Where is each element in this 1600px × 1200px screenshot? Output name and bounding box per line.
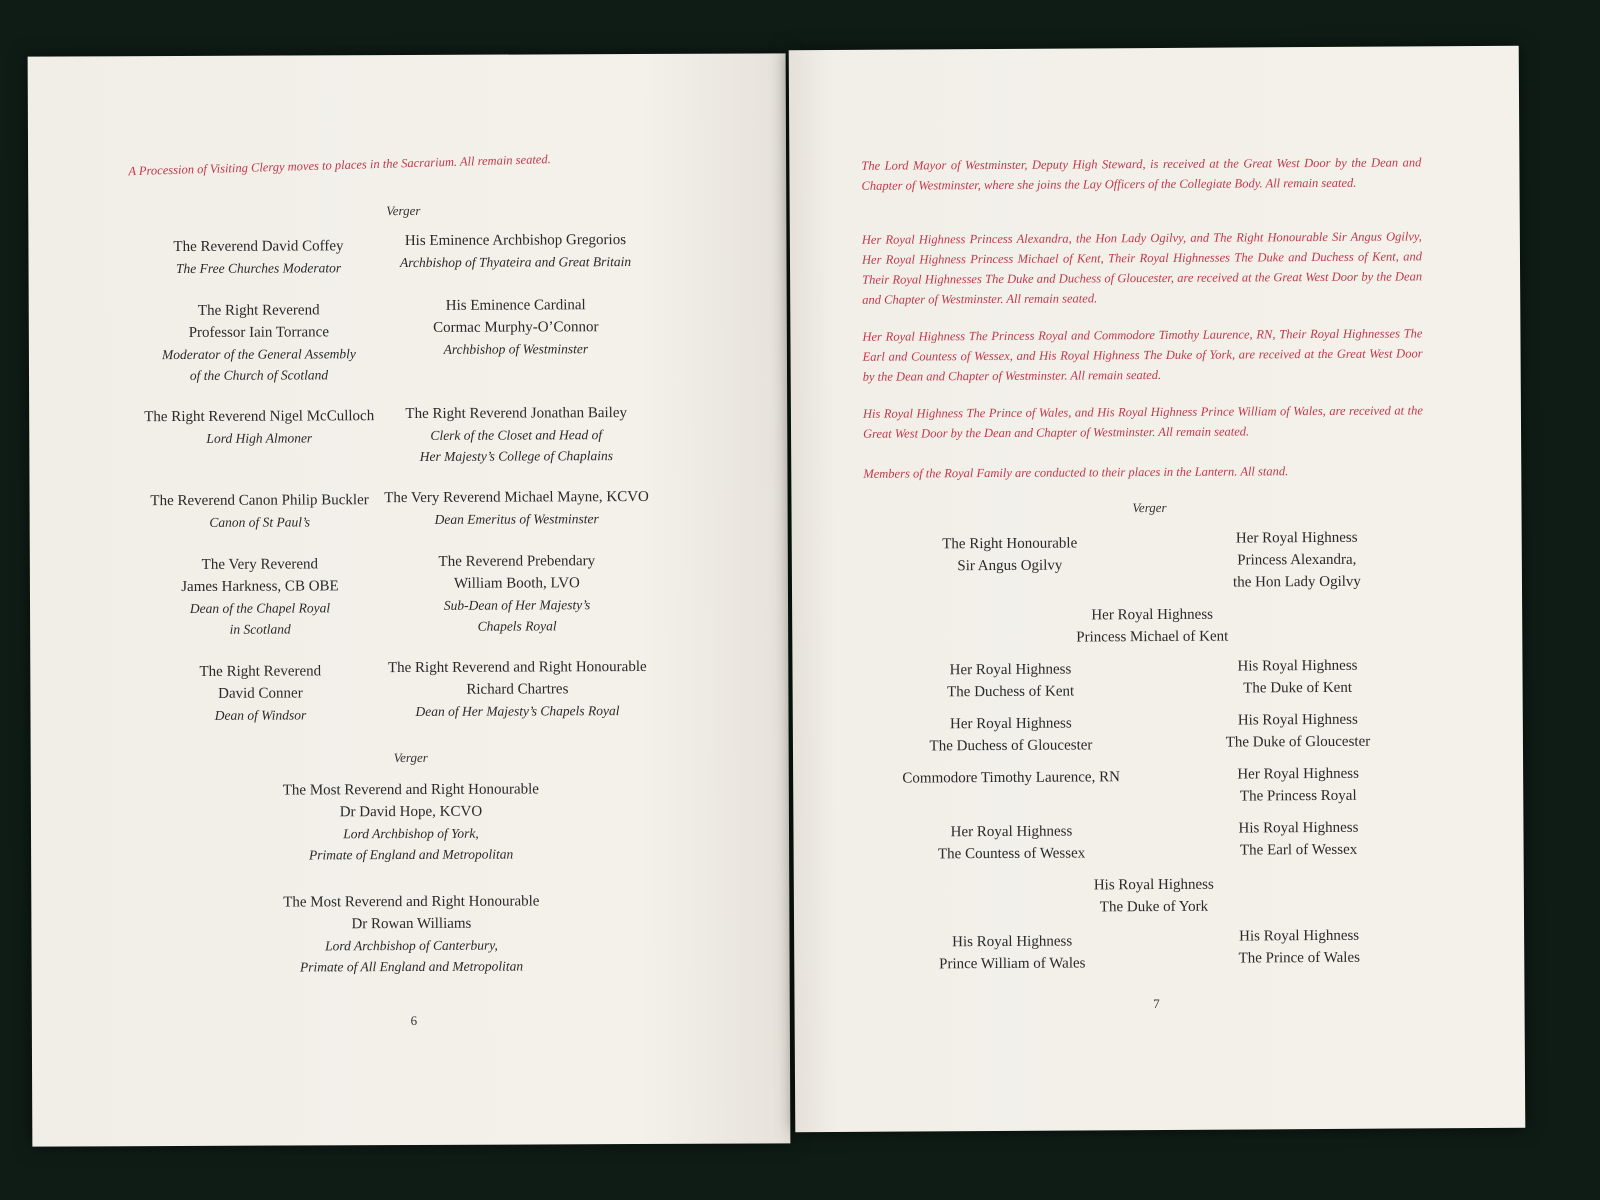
royal-name: His Royal Highness [1237,711,1358,729]
clergy-entry [162,299,356,386]
verger-label: Verger [393,749,428,766]
clergy-name: The Right Reverend [199,663,322,680]
clergy-entry [384,486,649,530]
clergy-name: Richard Chartres [466,681,569,698]
rubric-lord-mayor: The Lord Mayor of Westminster, Deputy High Steward, is received at the Great West Door by the Dean and Chapter of Westminster, where she joins the Lay Officers of the Collegiate Body. All remain seated. [861,155,1422,193]
royal-entry [1237,763,1359,808]
clergy-name: His Eminence Cardinal [445,297,586,314]
royal-name: Her Royal Highness [949,661,1072,679]
clergy-title: Chapels Royal [477,618,557,634]
archbishop-entry [283,890,540,977]
royal-name: Her Royal Highness [1235,529,1358,547]
clergy-entry [173,235,343,279]
archbishop-name: The Most Reverend and Right Honourable [282,781,539,799]
archbishop-name: Dr David Hope, KCVO [339,803,483,821]
page-number: 6 [410,1012,418,1028]
clergy-entry [181,553,339,640]
rubric-princess-alexandra: Her Royal Highness Princess Alexandra, the Hon Lady Ogilvy, and The Right Honourable Sir Angus Ogilvy, Her Royal Highness Princess Michael of Kent, Their Royal Highnesses The Duke and Duchess of Kent, and Their Royal Highnesses The Duke and Duchess of Gloucester, are received at the Great West Door by the Dean and Chapter of Westminster. All remain seated. [861,229,1423,307]
clergy-entry [400,229,631,273]
clergy-title: Sub-Dean of Her Majesty’s [443,597,591,613]
royal-name: His Royal Highness [952,933,1073,951]
royal-name: The Duchess of Gloucester [929,737,1093,755]
clergy-title: Her Majesty’s College of Chaplains [419,448,614,464]
royal-name: His Royal Highness [1238,819,1359,837]
clergy-title: Dean of the Chapel Royal [189,600,331,616]
clergy-title: Dean of Her Majesty’s Chapels Royal [415,703,620,719]
clergy-name: The Reverend David Coffey [173,238,344,256]
archbishop-name: The Most Reverend and Right Honourable [283,893,540,911]
rubric-royal-family: Members of the Royal Family are conducted to their places in the Lantern. All stand. [863,464,1289,481]
clergy-name: His Eminence Archbishop Gregorios [404,232,627,250]
clergy-title: of the Church of Scotland [189,367,329,383]
rubric-princess-royal: Her Royal Highness The Princess Royal and Commodore Timothy Laurence, RN, Their Royal Highnesses The Earl and Countess of Wessex, and His Royal Highness The Duke of York, are received at the Great West Door by the Dean and Chapter of Westminster. All remain seated. [862,326,1423,384]
clergy-entry [405,402,627,467]
royal-entry [1094,874,1214,919]
clergy-name: The Right Reverend and Right Honourable [387,658,647,677]
royal-entry [947,659,1074,704]
procession-rubric: A Procession of Visiting Clergy moves to places in the Sacrarium. All remain seated. [128,152,551,179]
clergy-name: The Right Reverend [197,302,320,319]
royal-name: Commodore Timothy Laurence, RN [902,769,1120,787]
clergy-title: The Free Churches Moderator [175,260,342,277]
clergy-name: The Right Reverend Jonathan Bailey [405,405,628,423]
royal-name: Her Royal Highness [1237,765,1360,783]
royal-name: The Earl of Wessex [1239,841,1358,859]
clergy-name: The Very Reverend [201,556,319,573]
royal-entry [929,712,1092,757]
clergy-title: Dean Emeritus of Westminster [434,511,599,527]
royal-name: The Prince of Wales [1238,949,1361,967]
clergy-title: Archbishop of Westminster [443,341,589,357]
clergy-title: in Scotland [229,621,291,637]
clergy-name: The Reverend Prebendary [438,553,596,570]
royal-name: Her Royal Highness [949,715,1072,733]
clergy-title: Canon of St Paul’s [209,514,311,530]
clergy-entry [150,489,368,533]
clergy-name: James Harkness, CB OBE [181,578,339,595]
rubric-prince-of-wales: His Royal Highness The Prince of Wales, and His Royal Highness Prince William of Wales, are received at the Great West Door by the Dean and Chapter of Westminster. All remain seated. [862,403,1423,441]
royal-name: The Duke of York [1099,898,1209,916]
clergy-entry [199,660,321,726]
verger-label: Verger [386,202,421,219]
archbishop-title: Lord Archbishop of York, [343,825,479,842]
royal-entry [939,930,1086,975]
royal-entry [1238,925,1360,970]
royal-name: the Hon Lady Ogilvy [1232,573,1361,591]
clergy-name: Professor Iain Torrance [188,324,330,341]
royal-name: The Princess Royal [1239,787,1357,805]
royal-name: The Duke of Gloucester [1225,733,1371,751]
royal-name: Sir Angus Ogilvy [957,557,1063,575]
clergy-name: David Conner [218,685,303,702]
royal-name: Her Royal Highness [1091,606,1214,624]
verger-label: Verger [1132,499,1167,516]
royal-entry [1076,604,1228,649]
royal-name: The Duke of Kent [1243,679,1353,697]
royal-name: His Royal Highness [1237,657,1358,675]
clergy-title: Archbishop of Thyateira and Great Britain [399,254,632,271]
royal-entry [1225,709,1370,754]
page-number: 7 [1153,995,1160,1012]
royal-name: Princess Alexandra, [1237,551,1357,569]
clergy-name: William Booth, LVO [453,575,580,592]
clergy-name: Cormac Murphy-O’Connor [433,319,599,336]
clergy-entry [388,656,647,722]
royal-name: The Duchess of Kent [947,683,1075,701]
royal-entry [902,766,1120,789]
royal-name: Her Royal Highness [950,823,1073,841]
royal-entry [1233,527,1361,594]
royal-name: The Countess of Wessex [937,845,1086,863]
royal-entry [1238,817,1358,862]
clergy-title: Dean of Windsor [214,707,307,723]
royal-name: His Royal Highness [1093,876,1214,894]
royal-entry [1237,655,1357,700]
royal-name: His Royal Highness [1239,927,1360,945]
clergy-entry [144,405,374,449]
clergy-name: The Right Reverend Nigel McCulloch [144,408,375,426]
archbishop-title: Lord Archbishop of Canterbury, [325,937,498,954]
clergy-title: Lord High Almoner [206,430,313,446]
royal-name: Princess Michael of Kent [1076,628,1229,646]
archbishop-name: Dr Rowan Williams [351,915,472,933]
royal-entry [942,532,1077,577]
royal-entry [938,820,1086,865]
clergy-title: Clerk of the Closet and Head of [430,427,603,443]
archbishop-title: Primate of England and Metropolitan [308,846,514,863]
royal-name: The Right Honourable [942,535,1078,553]
archbishop-title: Primate of All England and Metropolitan [299,958,524,975]
clergy-entry [433,294,599,360]
clergy-name: The Very Reverend Michael Mayne, KCVO [384,488,649,507]
right-page [789,46,1526,1132]
royal-name: Prince William of Wales [939,955,1086,973]
clergy-entry [438,550,595,637]
archbishop-entry [283,778,540,865]
clergy-name: The Reverend Canon Philip Buckler [150,492,369,510]
left-page [28,53,791,1146]
clergy-title: Moderator of the General Assembly [161,346,356,363]
